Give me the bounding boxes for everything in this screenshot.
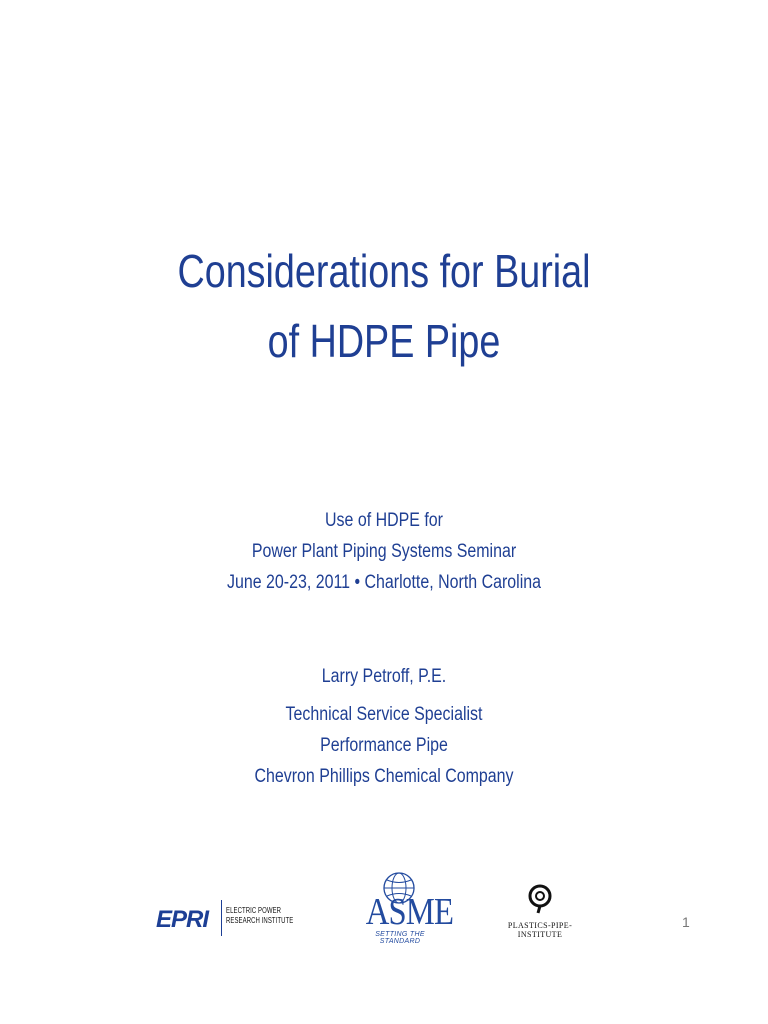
seminar-line-2: Power Plant Piping Systems Seminar <box>251 541 517 562</box>
ppi-mark-icon <box>526 884 554 914</box>
epri-mark: EPRI <box>156 906 209 933</box>
asme-wordmark: ASME <box>365 891 454 933</box>
epri-text <box>226 906 294 926</box>
slide-title-line-2: of HDPE Pipe <box>267 315 501 367</box>
asme-tagline: SETTING THE STANDARD <box>375 931 425 945</box>
presenter-company-1: Performance Pipe <box>320 735 448 756</box>
seminar-line-1: Use of HDPE for <box>325 510 443 531</box>
ppi-logo <box>486 884 594 944</box>
epri-divider <box>221 900 222 936</box>
asme-logo <box>355 868 454 948</box>
epri-text-line-1: ELECTRIC POWER <box>226 906 282 915</box>
slide-title-line-1: Considerations for Burial <box>177 245 591 297</box>
epri-text-line-2: RESEARCH INSTITUTE <box>226 916 294 925</box>
epri-logo <box>156 896 296 942</box>
presenter-title: Technical Service Specialist <box>285 704 483 725</box>
page-number: 1 <box>682 914 690 930</box>
presenter-name: Larry Petroff, P.E. <box>321 666 447 687</box>
presenter-company-2: Chevron Phillips Chemical Company <box>254 766 514 787</box>
ppi-text: PLASTICS-PIPE-INSTITUTE <box>507 921 573 939</box>
seminar-line-3: June 20-23, 2011 • Charlotte, North Carolina <box>226 572 542 593</box>
